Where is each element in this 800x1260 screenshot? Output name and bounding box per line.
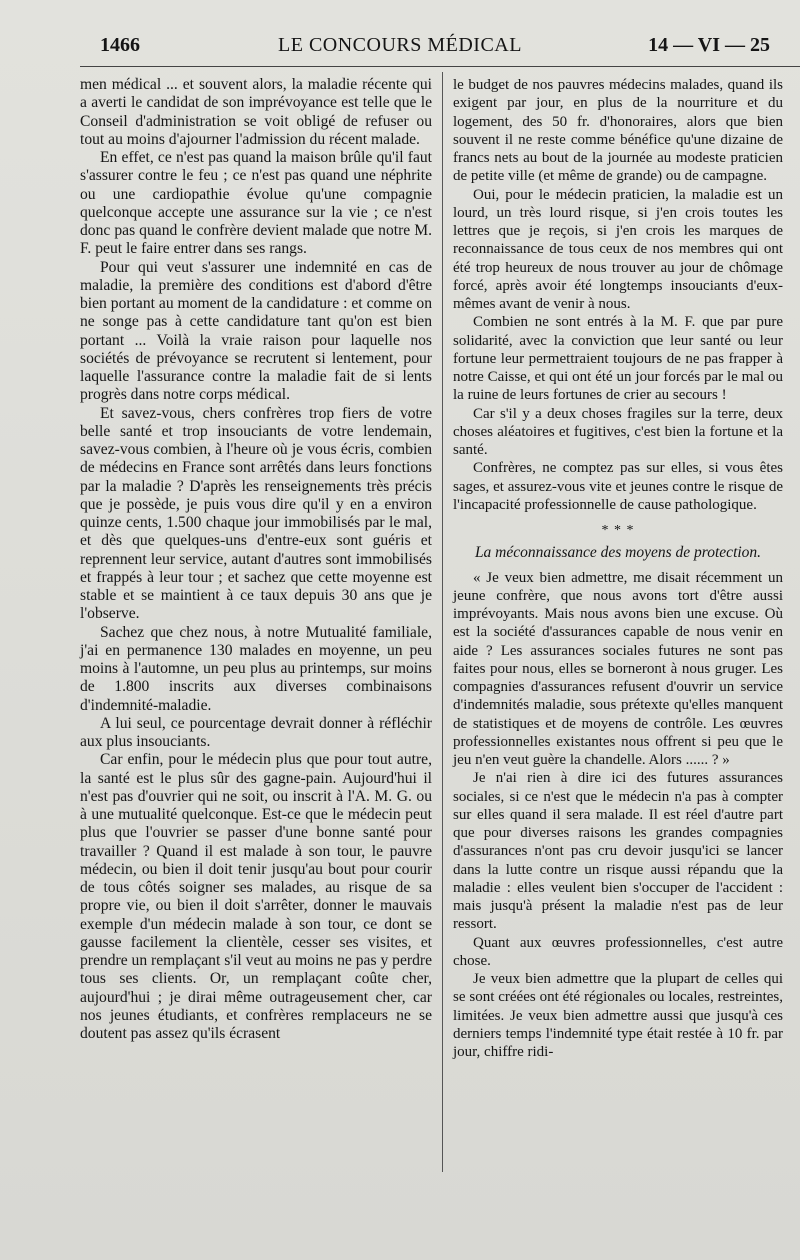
paragraph: En effet, ce n'est pas quand la maison brûle qu'il faut s'assurer contre le feu ; ce n'est pas quand une néphrite ou une cardiopathie évolue qu'une compagnie quelconque accepte une assurance sur la vie ; ce n'est donc pas quand le confrère devient malade que notre M. F. peut le faire entrer dans ses rangs.	[80, 149, 432, 258]
paragraph: Je n'ai rien à dire ici des futures assurances sociales, si ce n'est que le médecin n'a pas à compter sur elles quand il sera malade. Il est réel d'autre part que pour diverses raisons les grandes compagnies d'assurances n'ont pas cru devoir jusqu'ici se lancer dans la lutte contre un risque aussi répandu que la maladie : elles veulent bien s'occuper de l'accident : mais jusqu'à présent la maladie n'est pas de leur ressort.	[453, 770, 783, 933]
paragraph: Pour qui veut s'assurer une indemnité en cas de maladie, la première des conditions est d'abord d'être bien portant au moment de la candidature : et comme on ne songe pas à cette candidature tant qu'on est bien portant ... Voilà la vraie raison pour laquelle nos sociétés de prévoyance se recrutent si lentement, pour laquelle l'assurance contre la maladie fait de si lents progrès dans notre corps médical.	[80, 258, 432, 404]
paragraph: Sachez que chez nous, à notre Mutualité familiale, j'ai en permanence 130 malades en moyenne, un peu moins à l'automne, un peu plus au printemps, sur moins de 1.800 inscrits aux diverses combinaisons d'indemnité-maladie.	[80, 623, 432, 714]
right-column	[453, 76, 783, 1061]
left-column	[80, 76, 432, 1043]
paragraph: Car enfin, pour le médecin plus que pour tout autre, la santé est le plus sûr des gagne-pain. Aujourd'hui il n'est pas d'ouvrier qui ne soit, ou inscrit à l'A. M. G. ou à une mutualité quelconque. Est-ce que le médecin peut plus que l'ouvrier se passer d'une bonne santé pour travailler ? Quand il est malade à son tour, le pauvre médecin, ou bien il doit tenir jusqu'au bout pour courir de tous côtés soigner ses malades, au risque de sa propre vie, ou bien il doit s'arrêter, donner le mauvais exemple d'un médecin malade à son tour, ce dont se gausse facilement la clientèle, cesser ses visites, et prendre un remplaçant s'il veut au moins ne pas y perdre tous ses clients. Or, un remplaçant coûte cher, aujourd'hui ; je dirai même outrageusement cher, car nos jeunes étudiants, et confrères remplaceurs ne se doutent pas assez qu'ils écrasent	[80, 751, 432, 1042]
paragraph: Combien ne sont entrés à la M. F. que par pure solidarité, avec la conviction que leur santé ou leur fortune leur permettraient toujours de ne pas frapper à notre Caisse, et qui ont été un jour forcés par le mal ou la ruine de leurs fortunes de crier au secours !	[453, 314, 783, 404]
journal-title: LE CONCOURS MÉDICAL	[278, 34, 522, 56]
paragraph: Je veux bien admettre que la plupart de celles qui se sont créées ont été régionales ou locales, restreintes, limitées. Je veux bien admettre aussi que jusqu'à ces derniers temps l'indemnité type était restée à 10 fr. par jour, chiffre ridi-	[453, 971, 783, 1060]
header-rule	[80, 66, 800, 67]
paragraph: Oui, pour le médecin praticien, la maladie est un lourd, un très lourd risque, si j'en crois toutes les lettres que je reçois, si j'en crois les marques de reconnaissance de tous ceux de nos membres qui ont été trop heureux de nous trouver au jour de chômage forcé, après avoir été longtemps insouciants d'eux-mêmes avant de venir à nous.	[453, 186, 783, 312]
paragraph: le budget de nos pauvres médecins malades, quand ils exigent par jour, en plus de la nourriture et du logement, des 50 fr. d'honoraires, alors que bien souvent il ne reste comme bénéfice qu'une dizaine de francs nets au bout de la journée au modeste praticien de petite ville (et même de grande) ou de campagne.	[453, 77, 783, 185]
paragraph: « Je veux bien admettre, me disait récemment un jeune confrère, que nous avons tort d'être aussi imprévoyants. Mais nous avons bien une excuse. Où est la société d'assurances capable de nous venir en aide ? Les assurances sociales futures ne sont pas faites pour nous, elles se borneront à nous gruger. Les compagnies d'assurances refusent d'ouvrir un service d'indemnités maladie, sous prétexte qu'elles manquent de statistiques et de moyens de contrôle. Les œuvres professionnelles existantes nous offrent si peu que le jeu n'en veut guère la chandelle. Alors ...... ? »	[453, 569, 783, 768]
paragraph: Confrères, ne comptez pas sur elles, si vous êtes sages, et assurez-vous vite et jeunes contre le risque de l'incapacité professionnelle de cause pathologique.	[453, 460, 783, 513]
issue-date: 14 — VI — 25	[648, 34, 770, 56]
paragraph: Quant aux œuvres professionnelles, c'est autre chose.	[453, 934, 783, 969]
paragraph: men médical ... et souvent alors, la maladie récente qui a averti le candidat de son imprévoyance est telle que le Conseil d'administration se voit obligé de refuser ou tout au moins d'ajourner l'admission du récent malade.	[80, 76, 432, 148]
paragraph: A lui seul, ce pourcentage devrait donner à réfléchir aux plus insouciants.	[80, 714, 432, 750]
paragraph: Et savez-vous, chers confrères trop fiers de votre belle santé et trop insouciants de votre lendemain, savez-vous combien, à l'heure où je vous écris, combien de médecins en France sont arrêtés dans leurs fonctions par la maladie ? D'après les renseignements très précis que je possède, je puis vous dire qu'il y en a environ quinze cents, 1.500 chaque jour immobilisés par le mal, et dès que quelques-uns d'entre-eux sont guéris et reprennent leur service, autant d'autres sont immobilisés et frappés à leur tour ; et sachez que cette moyenne est stable et se maintient à ce taux depuis 30 ans que je l'observe.	[80, 404, 432, 623]
page-number: 1466	[100, 34, 140, 56]
column-divider	[442, 72, 443, 1172]
section-title: La méconnaissance des moyens de protection.	[474, 544, 762, 562]
page-header	[0, 30, 800, 62]
paragraph: Car s'il y a deux choses fragiles sur la terre, deux choses aléatoires et fugitives, c'est bien la fortune et la santé.	[453, 405, 783, 458]
section-stars: * * *	[601, 523, 635, 538]
